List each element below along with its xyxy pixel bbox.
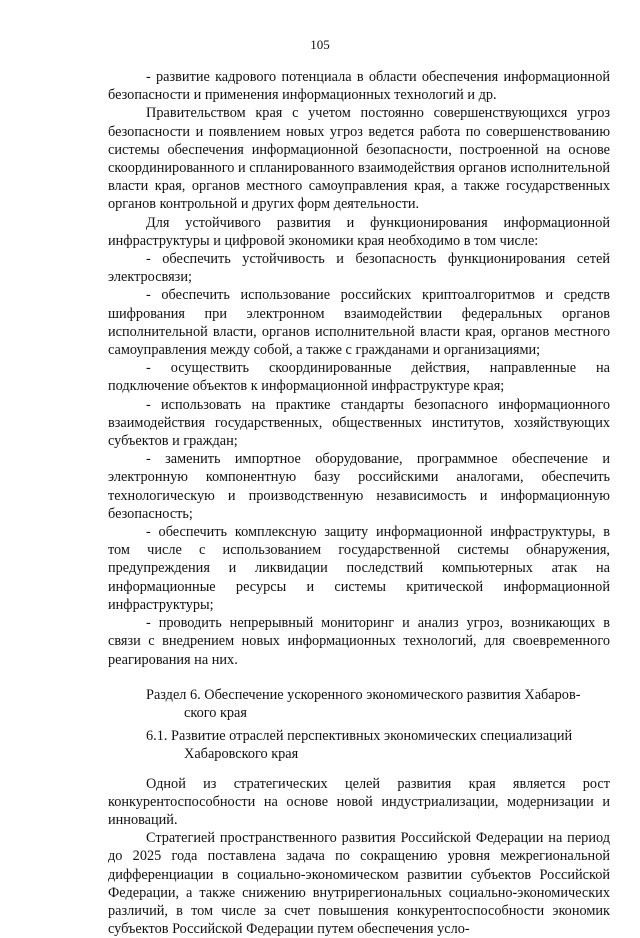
subsection-heading-continuation: Хабаровского края <box>184 746 299 763</box>
paragraph-bullet: - заменить импортное оборудование, программное обеспечение и электронную компонентную базу российскими аналогами, обеспечить технологическую и производственную независимость и информационную безопасность; <box>108 451 610 522</box>
paragraph-bullet: - обеспечить комплексную защиту информационной инфраструктуры, в том числе с использованием государственной системы обнаружения, предупреждения и ликвидации последствий компьютерных атак на информационные ресурсы и системы критической информационной инфраструктуры; <box>108 524 610 613</box>
paragraph: Стратегией пространственного развития Российской Федерации на период до 2025 года поставлена задача по сокращению уровня межрегиональной дифференциации в социально-экономическом развитии субъектов Российской Федерации, а также снижению внутрирегиональных социально-экономических различий, в том числе за счет повышения конкурентоспособности экономик субъектов Российской Федерации путем обеспечения усло- <box>108 830 610 938</box>
paragraph-bullet: - обеспечить устойчивость и безопасность функционирования сетей электросвязи; <box>108 251 610 286</box>
paragraph-bullet: - осуществить скоординированные действия, направленные на подключение объектов к информационной инфраструктуре края; <box>108 360 610 395</box>
page-number: 105 <box>310 37 330 52</box>
section-heading-continuation: ского края <box>184 704 247 721</box>
paragraph-bullet: - развитие кадрового потенциала в области обеспечения информационной безопасности и применения информационных технологий и др. <box>108 69 610 104</box>
section-heading <box>108 686 610 722</box>
paragraph-bullet: - использовать на практике стандарты безопасного информационного взаимодействия государственных, общественных институтов, хозяйствующих субъектов и граждан; <box>108 396 610 450</box>
document-body <box>108 68 610 938</box>
section-heading-line: Раздел 6. Обеспечение ускоренного экономического развития Хабаров- <box>146 686 581 703</box>
paragraph-bullet: - обеспечить использование российских криптоалгоритмов и средств шифрования при электронном взаимодействии федеральных органов исполнительной власти, органов исполнительной власти края, органов местного самоуправления между собой, а также с гражданами и организациями; <box>108 287 610 359</box>
paragraph: Правительством края с учетом постоянно совершенствующихся угроз безопасности и появлением новых угроз ведется работа по совершенствованию системы обеспечения информационной безопасности, построенной на основе скоординированного и спланированного взаимодействия органов исполнительной власти края, органов местного самоуправления края, а также государственных органов контрольной и других форм деятельности. <box>108 105 610 213</box>
paragraph-bullet: - проводить непрерывный мониторинг и анализ угроз, возникающих в связи с внедрением новых информационных технологий, для своевременного реагирования на них. <box>108 615 610 668</box>
subsection-heading <box>108 727 610 763</box>
paragraph: Одной из стратегических целей развития края является рост конкурентоспособности на основе новой индустриализации, модернизации и инноваций. <box>108 775 610 828</box>
subsection-heading-line: 6.1. Развитие отраслей перспективных экономических специализаций <box>146 728 573 745</box>
paragraph: Для устойчивого развития и функционирования информационной инфраструктуры и цифровой экономики края необходимо в том числе: <box>108 214 610 249</box>
